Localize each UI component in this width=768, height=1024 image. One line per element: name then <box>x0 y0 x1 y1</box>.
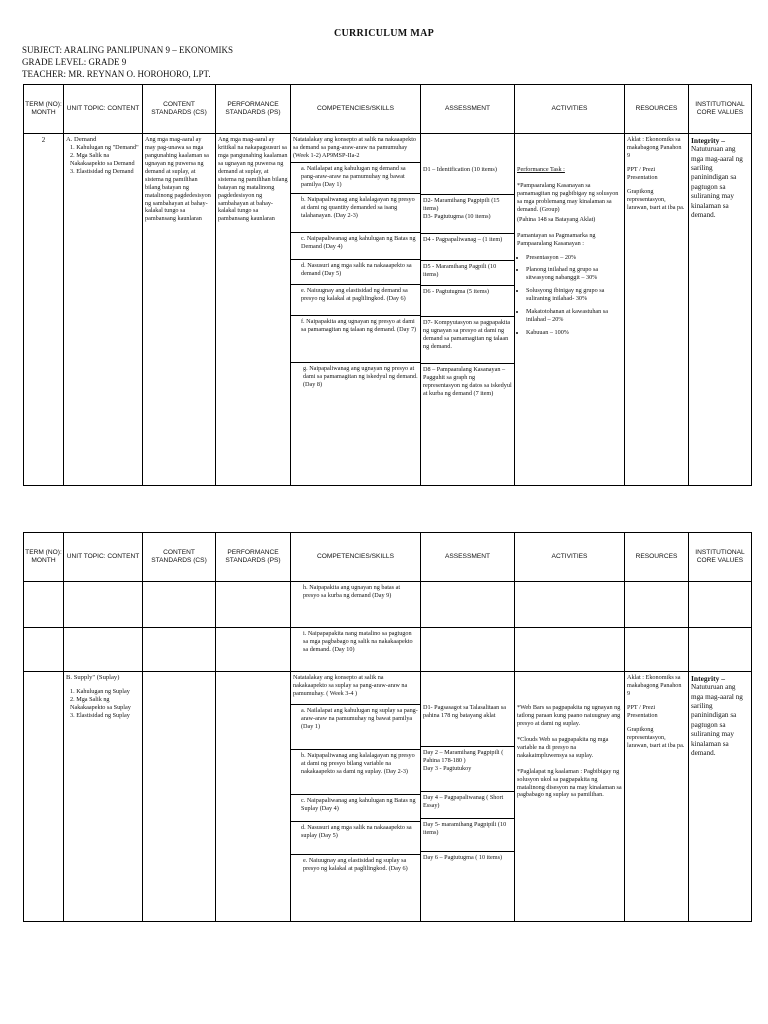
table-row <box>24 582 752 628</box>
assessment-item: D7- Kompyutasyon sa pagpapakita ng ugnayan sa presyo at dami ng demand sa pamamagitan ng talaan ng demand. <box>421 319 514 364</box>
header-term: TERM (NO): MONTH <box>24 533 64 582</box>
resource-item: PPT / Prezi Presentation <box>627 703 658 719</box>
assessment-item: Day 6 – Pagtutugma ( 10 items) <box>423 854 503 861</box>
activities-cell <box>515 672 625 922</box>
criteria-item: • Makatotohanan at kawastuhan sa inilahad – 20% <box>526 308 622 324</box>
activities-cell <box>515 134 625 486</box>
header-resources: RESOURCES <box>625 85 689 134</box>
assessment-cell <box>421 672 515 922</box>
assessment-item: Day 2 – Maramihang Pagpipili ( Pahina 178-180 ) Day 3 - Pagtutukoy <box>421 749 514 792</box>
criteria-item: • Kabuuan – 100% <box>526 329 622 337</box>
assessment-item: D5 - Maramihang Pagpili (10 items) <box>421 263 514 286</box>
assessment-cell <box>421 134 515 486</box>
competency-item: e. Naiuugnay ang elastisidad ng demand sa presyo ng kalakal at paglilingkod. (Day 6) <box>291 287 420 316</box>
assessment-item: D4 - Pagpapaliwanag – (1 item) <box>421 236 514 261</box>
activity-intro: *Pampaaralang Kasanayan sa pamamagitan ng pagbibigay ng solusyon sa mga problemang may kinalaman sa demand. (Group) <box>517 181 619 213</box>
competency-item: d. Nasusuri ang mga salik na nakaaapekto sa demand (Day 5) <box>291 262 420 285</box>
performance-standard-cell: Ang mga mag-aaral ay kritikal na nakapagsusuri sa mga pangunahing kaalaman sa ugnayan ng puwersa ng demand at suplay, at sistema ng pamilihan bilang batayan ng matalinong pagdedesisyon ng sambahayan at bahay-kalakal tungo sa pambansang kaunlaran <box>216 134 291 486</box>
unit-cell <box>64 672 143 922</box>
competency-item: c. Naipapaliwanag ang kahulugan ng Batas ng Suplay (Day 4) <box>291 797 420 822</box>
competency-item: i. Naipapapakita nang matalino sa pagtugon sa mga pagbabago ng salik na nakakaapekto sa demand. (Day 10) <box>291 628 421 672</box>
criteria-item: • Presentasyon – 20% <box>526 254 622 262</box>
performance-standard-cell <box>216 672 291 922</box>
resources-cell <box>625 134 689 486</box>
values-cell <box>689 672 752 922</box>
competencies-cell <box>291 672 421 922</box>
assessment-item: D2- Maramihang Pagpipili (15 items) D3- Pagtutugma (10 items) <box>421 197 514 234</box>
document-title: CURRICULUM MAP <box>333 28 435 39</box>
header-resources: RESOURCES <box>625 533 689 582</box>
competency-item: a. Nailalapat ang kahulugan ng demand sa pang-araw-araw na pamumuhay ng bawat pamilya (Day 1) <box>291 165 420 194</box>
unit-item: 2. Mga Salik na Nakakaapekto sa Demand <box>70 152 135 168</box>
table-header-row <box>24 85 752 134</box>
activity-ref: (Pahina 148 sa Batayang Aklat) <box>517 215 596 223</box>
activity-item: *Web Bars sa pagpapakita ng ugnayan ng tatlong paraan kung paano naiuugnay ang presyo at dami ng suplay. <box>517 704 621 727</box>
assessment-item: D1 – Identification (10 items) <box>421 166 514 195</box>
grade-line: GRADE LEVEL: GRADE 9 <box>22 57 127 67</box>
table-header-row <box>24 533 752 582</box>
competency-item: b. Naipapaliwanag ang kalalagayan ng presyo at dami ng quantity demanded sa isang talahanayan. (Day 2-3) <box>291 196 420 233</box>
header-cs: CONTENT STANDARDS (CS) <box>143 85 216 134</box>
header-unit: UNIT TOPIC: CONTENT <box>64 533 143 582</box>
resources-cell <box>625 672 689 922</box>
header-activities: ACTIVITIES <box>515 533 625 582</box>
document-meta <box>22 44 233 80</box>
header-values: INSTITUTIONAL CORE VALUES <box>689 85 752 134</box>
header-term: TERM (NO): MONTH <box>24 85 64 134</box>
header-assessment: ASSESSMENT <box>421 533 515 582</box>
header-assessment: ASSESSMENT <box>421 85 515 134</box>
criteria-item: • Solusyong ibinigay ng grupo sa suliraning inilahad- 30% <box>526 287 622 303</box>
unit-cell <box>64 134 143 486</box>
competency-item: h. Naipapakita ang ugnayan ng batas at presyo sa kurba ng demand (Day 9) <box>291 582 421 628</box>
content-standard-cell: Ang mga mag-aaral ay may pag-unawa sa mga pangunahing kaalaman sa ugnayan ng puwersa ng demand at suplay, at sistema ng pamilihan bilang batayan ng matalinong pagdedesisyon ng sambahayan at bahay-kalakal tungo sa pambansang kaunlaran <box>143 134 216 486</box>
header-unit: UNIT TOPIC: CONTENT <box>64 85 143 134</box>
competency-intro: Natatalakay ang konsepto at salik na nakaaapekto sa demand sa pang-araw-araw na pamumuhay (Week 1-2) AP9MSP-IIa-2 <box>291 136 420 163</box>
values-cell <box>689 134 752 486</box>
header-values: INSTITUTIONAL CORE VALUES <box>689 533 752 582</box>
values-head: Integrity – <box>691 136 725 145</box>
values-text: Natuturuan ang mga mag-aaral ng sariling paninindigan sa pagtugon sa suliraning may kinalaman sa demand. <box>691 145 743 219</box>
assessment-item: D8 – Pampaaralang Kasanayan – Pagguhit sa graph ng representasyon ng datos sa iskedyul at kurba ng demand (7 item) <box>423 366 512 397</box>
competencies-cell <box>291 134 421 486</box>
competency-item: g. Naipapaliwanag ang ugnayan ng presyo at dami sa pamamagitan ng iskedyul ng demand. (Day 8) <box>303 364 418 388</box>
values-text: Natuturuan ang mga mag-aaral ng sariling paninindigan sa pagtugon sa suliraning may kinalaman sa demand. <box>691 683 743 757</box>
resource-item: Grapikong representasyon, larawan, tsart at iba pa. <box>627 725 685 749</box>
term-cell <box>24 672 64 922</box>
resource-item: Aklat : Ekonomiks sa makabagong Panahon 9 <box>627 136 682 159</box>
header-cs: CONTENT STANDARDS (CS) <box>143 533 216 582</box>
competency-item: a. Nailalapat ang kahulugan ng suplay sa pang-araw-araw na pamumuhay ng bawat pamilya (Day 1) <box>291 707 420 750</box>
competency-item: b. Naipapaliwanag ang kalalagayan ng presyo at dami ng presyo bilang variable na nakakaapekto sa dami ng suplay. (Day 2-3) <box>291 752 420 795</box>
header-competencies: COMPETENCIES/SKILLS <box>291 85 421 134</box>
curriculum-table-1 <box>23 84 752 486</box>
header-ps: PERFORMANCE STANDARDS (PS) <box>216 533 291 582</box>
activity-item: *Paglalapat ng kaalaman : Pagbibigay ng solusyon ukol sa pagpapakita ng matalinong disesyon na may kinalaman sa pagbabago ng suplay sa pamilihan. <box>517 767 622 799</box>
unit-item: 1. Kahulugan ng Suplay <box>70 688 130 696</box>
criteria-list <box>517 254 622 338</box>
assessment-item: D6 - Pagtutugma (5 items) <box>421 288 514 317</box>
competency-item: e. Naiuugnay ang elastisidad ng suplay sa presyo ng kalakal at paglilingkod. (Day 6) <box>303 857 408 872</box>
activity-item: *Clouds Web sa pagpapakita ng mga variable na di presyo na nakakaimpluwensya sa suplay. <box>517 735 609 759</box>
header-activities: ACTIVITIES <box>515 85 625 134</box>
assessment-item: Day 4 – Pagpapaliwanag ( Short Essay) <box>421 794 514 819</box>
unit-item: 3. Elastisidad ng Demand <box>70 168 134 176</box>
curriculum-table-2 <box>23 532 752 922</box>
table-row <box>24 134 752 486</box>
table-row <box>24 672 752 922</box>
resource-item: Grapikong representasyon, larawan, tsart at iba pa. <box>627 187 685 211</box>
criteria-intro: Pamantayan sa Pagmamarka ng Pampaaralang Kasanayan : <box>517 231 596 247</box>
competency-item: f. Naipapakita ang ugnayan ng presyo at dami sa pamamagitan ng talaan ng demand. (Day 7) <box>291 318 420 363</box>
resource-item: PPT / Prezi Presentation <box>627 165 658 181</box>
unit-item: 2. Mga Salik ng Nakakaapekto sa Suplay <box>70 696 131 712</box>
teacher-line: TEACHER: MR. REYNAN O. HOROHORO, LPT. <box>22 69 211 79</box>
values-head: Integrity – <box>691 674 725 683</box>
header-ps: PERFORMANCE STANDARDS (PS) <box>216 85 291 134</box>
assessment-item: Day 5- maramihang Pagpipili (10 items) <box>421 821 514 852</box>
subject-line: SUBJECT: ARALING PANLIPUNAN 9 – EKONOMIKS <box>22 45 233 55</box>
competency-intro: Natatalakay ang konsepto at salik na nakakaapekto sa suplay sa pang-araw-araw na pamumuhay. ( Week 3-4 ) <box>291 674 420 705</box>
content-standard-cell <box>143 672 216 922</box>
term-cell: 2 <box>24 134 64 486</box>
resource-item: Aklat : Ekonomiks sa makabagong Panahon 9 <box>627 674 682 697</box>
competency-item: c. Naipapaliwanag ang kahulugan ng Batas ng Demand (Day 4) <box>291 235 420 260</box>
competency-item: d. Nasusuri ang mga salik na nakaaapekto sa suplay (Day 5) <box>291 824 420 855</box>
unit-main: B. Supply" (Suplay) <box>66 674 120 681</box>
header-competencies: COMPETENCIES/SKILLS <box>291 533 421 582</box>
unit-main: A. Demand <box>66 136 97 143</box>
table-row <box>24 628 752 672</box>
assessment-item: D1- Pagsasagot sa Talasalitaan sa pahina 178 ng batayang aklat <box>421 704 514 747</box>
criteria-item: • Planong inilahad ng grupo sa sitwasyong nabanggit – 30% <box>526 266 622 282</box>
unit-item: 1. Kahulugan ng "Demand" <box>70 144 139 152</box>
activity-title: Performance Task : <box>517 166 565 173</box>
unit-item: 3. Elastisidad ng Suplay <box>70 712 130 720</box>
